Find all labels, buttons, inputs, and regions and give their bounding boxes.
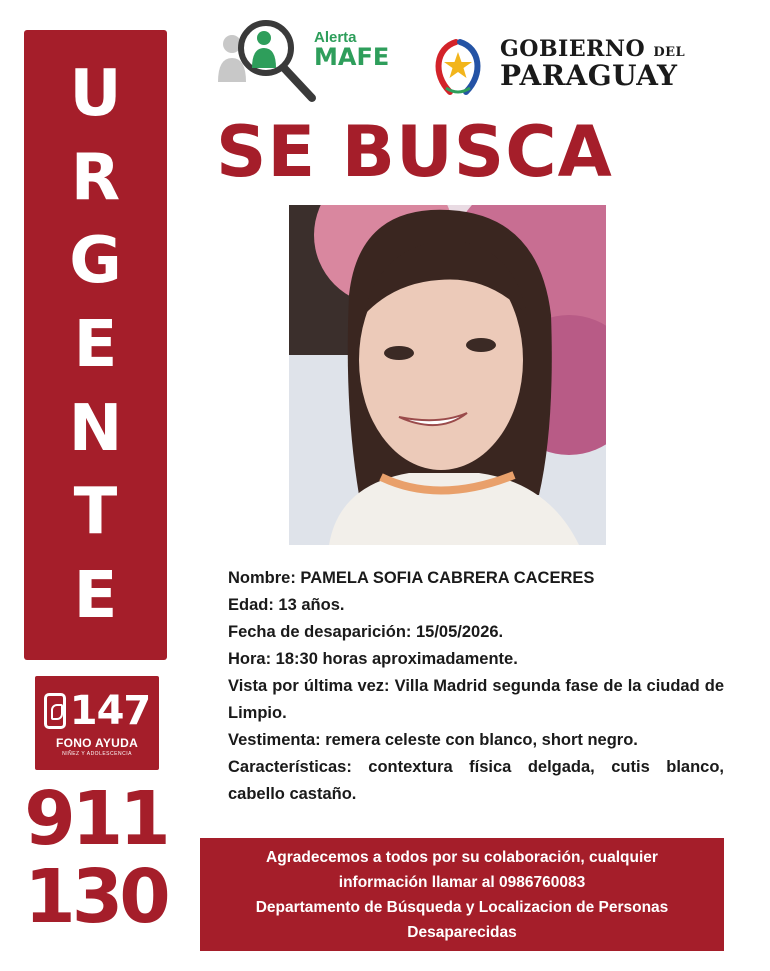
magnifier-icon bbox=[241, 23, 312, 98]
emergency-number-911: 911 bbox=[24, 776, 167, 862]
contact-footer bbox=[200, 838, 724, 951]
urgent-letter: E bbox=[73, 559, 118, 634]
footer-line: información llamar al 0986760083 bbox=[338, 873, 586, 891]
detail-caracteristicas: Características: contextura física delgada, cutis blanco, cabello castaño. bbox=[228, 758, 724, 803]
footer-line: Agradecemos a todos por su colaboración, cualquier bbox=[266, 848, 658, 866]
helpline-sublabel: NIÑEZ Y ADOLESCENCIA bbox=[62, 750, 132, 757]
mafe-label: MAFE bbox=[314, 43, 390, 71]
phone-icon bbox=[44, 693, 66, 729]
footer-line: Departamento de Búsqueda y Localizacion de Personas bbox=[255, 898, 669, 916]
detail-edad: Edad: 13 años. bbox=[228, 596, 345, 614]
missing-person-details bbox=[228, 565, 724, 808]
detail-vista: Vista por última vez: Villa Madrid segunda fase de la ciudad de Limpio. bbox=[228, 677, 724, 722]
fono-ayuda-badge bbox=[35, 676, 159, 770]
gov-label-del: DEL bbox=[653, 45, 686, 60]
urgent-banner bbox=[24, 30, 167, 660]
urgent-letter: G bbox=[69, 224, 122, 299]
detail-hora: Hora: 18:30 horas aproximadamente. bbox=[228, 650, 518, 668]
urgent-letter: T bbox=[73, 475, 118, 550]
urgent-letter: U bbox=[69, 56, 122, 131]
gobierno-paraguay-wordmark bbox=[500, 38, 685, 90]
gov-label-gobierno: GOBIERNO bbox=[500, 36, 646, 62]
urgent-letter: N bbox=[68, 391, 123, 466]
paraguay-coat-of-arms-icon bbox=[426, 34, 490, 98]
helpline-number: 147 bbox=[69, 687, 151, 734]
emergency-number-130: 130 bbox=[24, 854, 167, 940]
detail-nombre: Nombre: PAMELA SOFIA CABRERA CACERES bbox=[228, 569, 595, 587]
alerta-label: Alerta bbox=[314, 29, 357, 46]
helpline-label: FONO AYUDA bbox=[55, 735, 139, 750]
gov-label-paraguay: PARAGUAY bbox=[500, 59, 678, 92]
detail-fecha: Fecha de desaparición: 15/05/2026. bbox=[228, 623, 504, 641]
detail-vestimenta: Vestimenta: remera celeste con blanco, short negro. bbox=[228, 731, 638, 749]
alerta-mafe-wordmark bbox=[314, 30, 389, 69]
poster-title: SE BUSCA bbox=[216, 111, 613, 193]
footer-line: Desaparecidas bbox=[407, 923, 517, 941]
urgent-letter: R bbox=[70, 140, 121, 215]
urgent-letter: E bbox=[73, 307, 118, 382]
missing-person-photo bbox=[289, 205, 606, 545]
